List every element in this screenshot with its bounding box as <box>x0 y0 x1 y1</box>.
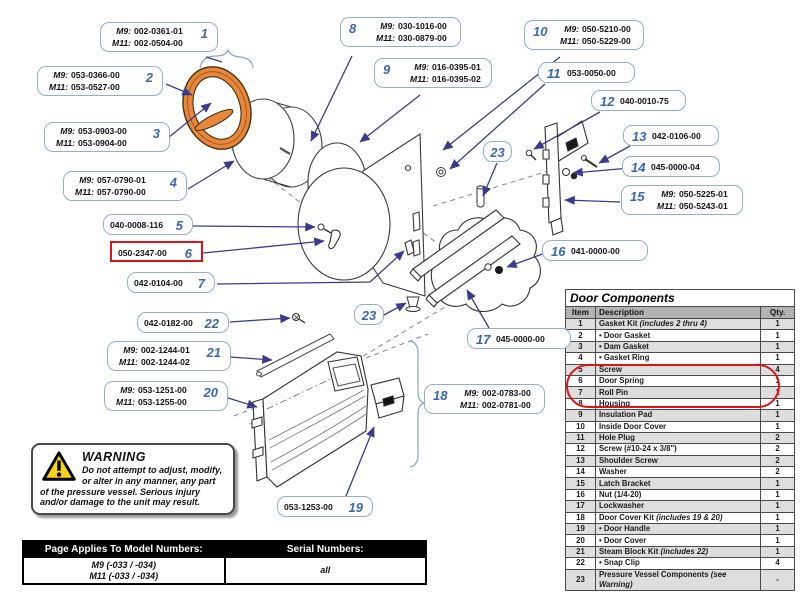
callout-18: M9: 002-0783-00 M11: 002-0781-00 18 <box>424 384 545 414</box>
callout-7: 042-0104-00 7 <box>127 272 215 293</box>
callout-number: 2 <box>145 70 153 85</box>
callout-15: M9: 050-5225-01 M11: 050-5243-01 15 <box>621 185 743 215</box>
table-row: 13 Shoulder Screw 2 <box>566 455 795 466</box>
callout-number: 22 <box>204 316 219 331</box>
callout-number: 19 <box>348 500 363 515</box>
callout-2: M9: 053-0366-00 M11: 053-0527-00 2 <box>37 66 163 96</box>
callout-14: 045-0000-04 14 <box>622 156 720 177</box>
table-row: 21 Steam Block Kit (includes 22) 1 <box>566 546 795 557</box>
table-row: 16 Nut (1/4-20) 1 <box>566 489 795 500</box>
callout-number: 1 <box>200 26 208 41</box>
table-row: 3 • Dam Gasket 1 <box>566 341 795 352</box>
callout-21: M9: 002-1244-01 M11: 002-1244-02 21 <box>107 341 231 371</box>
callout-number: 14 <box>631 160 646 175</box>
callout-6-highlighted: 050-2347-00 6 <box>110 241 203 262</box>
warning-text: Do not attempt to adjust, modify, or alter in any manner, any part of the pressure vessel. Serious injury and/or damage to the unit may result. <box>40 465 223 508</box>
door-handle-drawing <box>371 378 404 418</box>
callout-number: 8 <box>349 21 357 36</box>
models-value: M9 (-033 / -034) M11 (-033 / -034) <box>23 557 225 584</box>
table-title: Door Components <box>566 290 795 307</box>
table-row: 20 • Door Cover 1 <box>566 535 795 546</box>
table-row: 8 Housing 1 <box>566 398 795 409</box>
table-row: 9 Insulation Pad 1 <box>566 410 795 421</box>
callout-number: 10 <box>533 24 548 39</box>
latch-bracket-drawing <box>543 121 588 235</box>
callout-11: 053-0050-00 11 <box>538 62 635 83</box>
door-assembly-drawing <box>410 210 540 312</box>
table-row: 23 Pressure Vessel Components (see Warning) - <box>566 569 795 590</box>
callout-number: 16 <box>551 244 566 259</box>
table-row: 2 • Door Gasket 1 <box>566 330 795 341</box>
callout-number: 20 <box>203 385 218 400</box>
door-components-table <box>565 289 795 591</box>
table-row: 12 Screw (#10-24 x 3/8") 2 <box>566 444 795 455</box>
callout-20: M9: 053-1251-00 M11: 053-1255-00 20 <box>104 381 228 411</box>
table-row: 6 Door Spring 1 <box>566 375 795 386</box>
table-row: 11 Hole Plug 2 <box>566 432 795 443</box>
callout-number: 23 <box>490 145 505 160</box>
callout-number: 5 <box>175 218 183 233</box>
callout-number: 13 <box>632 129 647 144</box>
models-header: Page Applies To Model Numbers: <box>23 541 225 557</box>
callout-number: 15 <box>630 189 645 204</box>
hole-plug-drawing <box>437 168 446 177</box>
callout-8: M9: 030-1016-00 M11: 030-0879-00 8 <box>340 17 461 47</box>
callout-13: 042-0106-00 13 <box>623 125 719 146</box>
callout-1: M9: 002-0361-01 M11: 002-0504-00 1 <box>100 22 218 52</box>
table-row: 17 Lockwasher 1 <box>566 501 795 512</box>
callout-22: 042-0182-00 22 <box>137 312 229 333</box>
callout-9: M9: 016-0395-01 M11: 016-0395-02 9 <box>374 58 492 88</box>
door-spring-row-highlight <box>566 364 780 408</box>
callout-23-bottom <box>354 304 384 325</box>
warning-box <box>31 443 235 515</box>
table-row: 22 • Snap Clip 4 <box>566 558 795 569</box>
parts-table-body <box>566 319 795 591</box>
callout-number: 18 <box>433 388 448 403</box>
callout-17: 045-0000-00 17 <box>467 328 571 349</box>
table-row: 7 Roll Pin 1 <box>566 387 795 398</box>
callout-number: 11 <box>547 66 561 81</box>
callout-16: 041-0000-00 16 <box>542 240 648 261</box>
snap-clip-screw-drawing <box>293 314 306 324</box>
callout-number: 6 <box>184 246 192 261</box>
callout-number: 3 <box>152 126 160 141</box>
serials-value: all <box>225 557 427 584</box>
serials-header: Serial Numbers: <box>225 541 427 557</box>
table-row: 19 • Door Handle 1 <box>566 524 795 535</box>
table-header-row <box>566 307 795 319</box>
callout-number: 7 <box>197 276 205 291</box>
callout-number: 23 <box>361 308 377 323</box>
door-cover-kit-brace <box>410 341 425 467</box>
table-row: 1 Gasket Kit (includes 2 thru 4) 1 <box>566 319 795 330</box>
pin-drawing-bottom <box>406 297 420 312</box>
table-row: 4 • Gasket Ring 1 <box>566 353 795 364</box>
col-description: Description <box>595 307 760 319</box>
callout-12: 040-0010-75 12 <box>591 90 686 111</box>
callout-3: M9: 053-0903-00 M11: 053-0904-00 3 <box>44 122 170 152</box>
table-row: 14 Washer 2 <box>566 467 795 478</box>
callout-19: 053-1253-00 19 <box>277 496 373 517</box>
warning-title: WARNING <box>82 450 146 464</box>
model-serial-table <box>22 540 427 585</box>
callout-number: 9 <box>383 62 391 77</box>
table-row: 5 Screw 4 <box>566 364 795 375</box>
callout-10: M9: 050-5210-00 M11: 050-5229-00 10 <box>524 20 644 50</box>
table-row: 10 Inside Door Cover 1 <box>566 421 795 432</box>
callout-5: 040-0008-116 5 <box>103 214 193 235</box>
table-row: 18 Door Cover Kit (includes 19 & 20) 1 <box>566 512 795 523</box>
callout-number: 21 <box>206 345 221 360</box>
col-item: Item <box>566 307 596 319</box>
pin-drawing-top <box>477 186 484 207</box>
callout-23-top <box>483 141 512 162</box>
callout-4: M9: 057-0790-01 M11: 057-0790-00 4 <box>63 171 187 201</box>
callout-number: 12 <box>600 94 615 109</box>
col-qty: Qty. <box>761 307 795 319</box>
warning-triangle-icon <box>42 451 76 482</box>
table-row: 15 Latch Bracket 1 <box>566 478 795 489</box>
callout-number: 17 <box>476 332 491 347</box>
callout-number: 4 <box>169 175 177 190</box>
gasket-kit-brace <box>200 50 253 68</box>
